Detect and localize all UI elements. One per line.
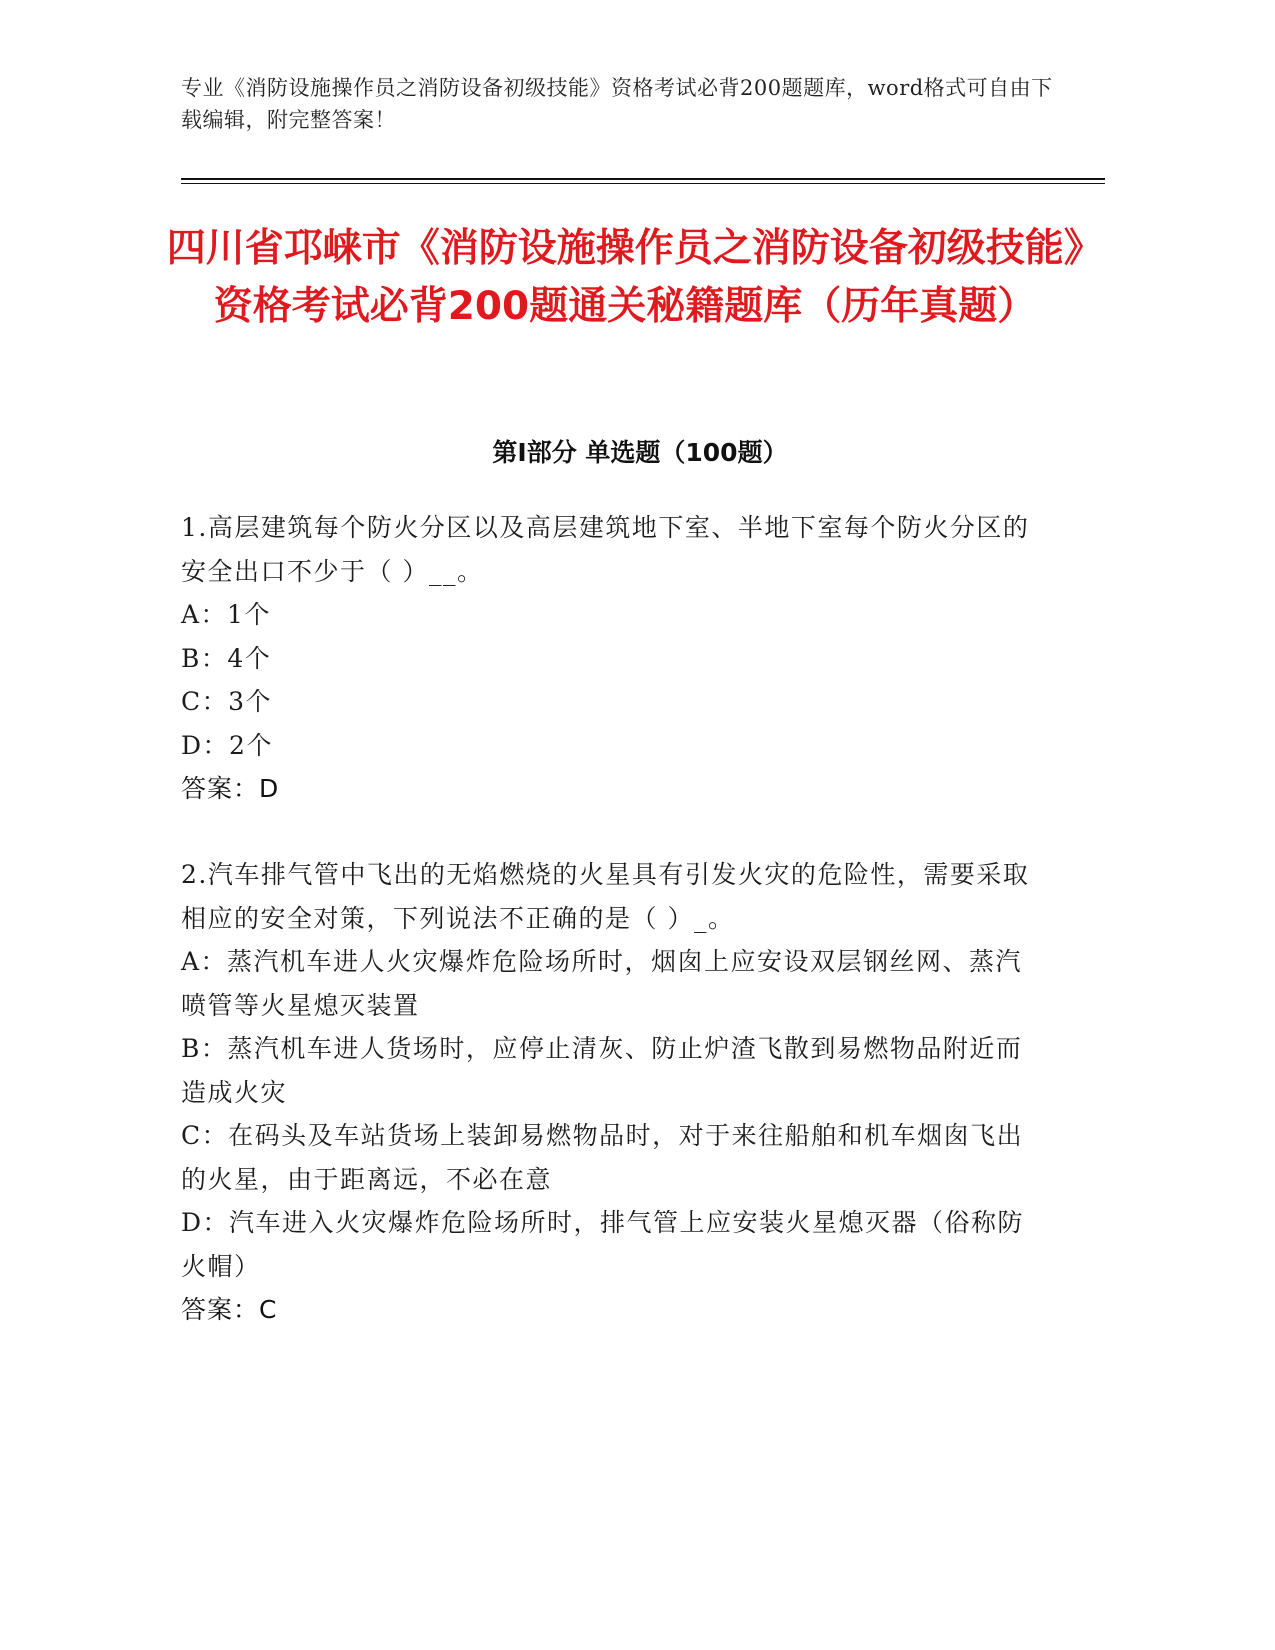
question-2 <box>181 853 1041 1332</box>
option-b: B：蒸汽机车进人货场时，应停止清灰、防止炉渣飞散到易燃物品附近而造成火灾 <box>181 1034 1023 1107</box>
section-heading: 第I部分 单选题（100题） <box>492 438 788 467</box>
header-rule-thick <box>181 178 1105 180</box>
document-title: 四川省邛崃市《消防设施操作员之消防设备初级技能》资格考试必背200题通关秘籍题库（历年真题） <box>166 226 1084 329</box>
option-d: D：汽车进入火灾爆炸危险场所时，排气管上应安装火星熄灭器（俗称防火帽） <box>181 1208 1025 1281</box>
option-b: B：4个 <box>181 643 272 673</box>
question-stem: 1.高层建筑每个防火分区以及高层建筑地下室、半地下室每个防火分区的安全出口不少于（ ）__。 <box>181 513 1030 586</box>
answer: 答案：C <box>181 1295 278 1324</box>
header-note: 专业《消防设施操作员之消防设备初级技能》资格考试必背200题题库，word格式可自由下载编辑，附完整答案！ <box>181 76 1053 132</box>
option-a: A：1个 <box>181 600 271 629</box>
answer: 答案：D <box>181 774 280 803</box>
option-c: C：3个 <box>181 687 273 716</box>
option-c: C：在码头及车站货场上装卸易燃物品时，对于来往船舶和机车烟囱飞出的火星，由于距离远，不必在意 <box>181 1121 1024 1194</box>
header-rule-thin <box>181 183 1105 184</box>
option-a: A：蒸汽机车进人火灾爆炸危险场所时，烟囱上应安设双层钢丝网、蒸汽喷管等火星熄灭装置 <box>181 947 1023 1020</box>
option-d: D：2个 <box>181 730 273 760</box>
question-stem: 2.汽车排气管中飞出的无焰燃烧的火星具有引发火灾的危险性，需要采取相应的安全对策，下列说法不正确的是（ ）_。 <box>181 860 1030 933</box>
question-1 <box>181 506 1041 811</box>
